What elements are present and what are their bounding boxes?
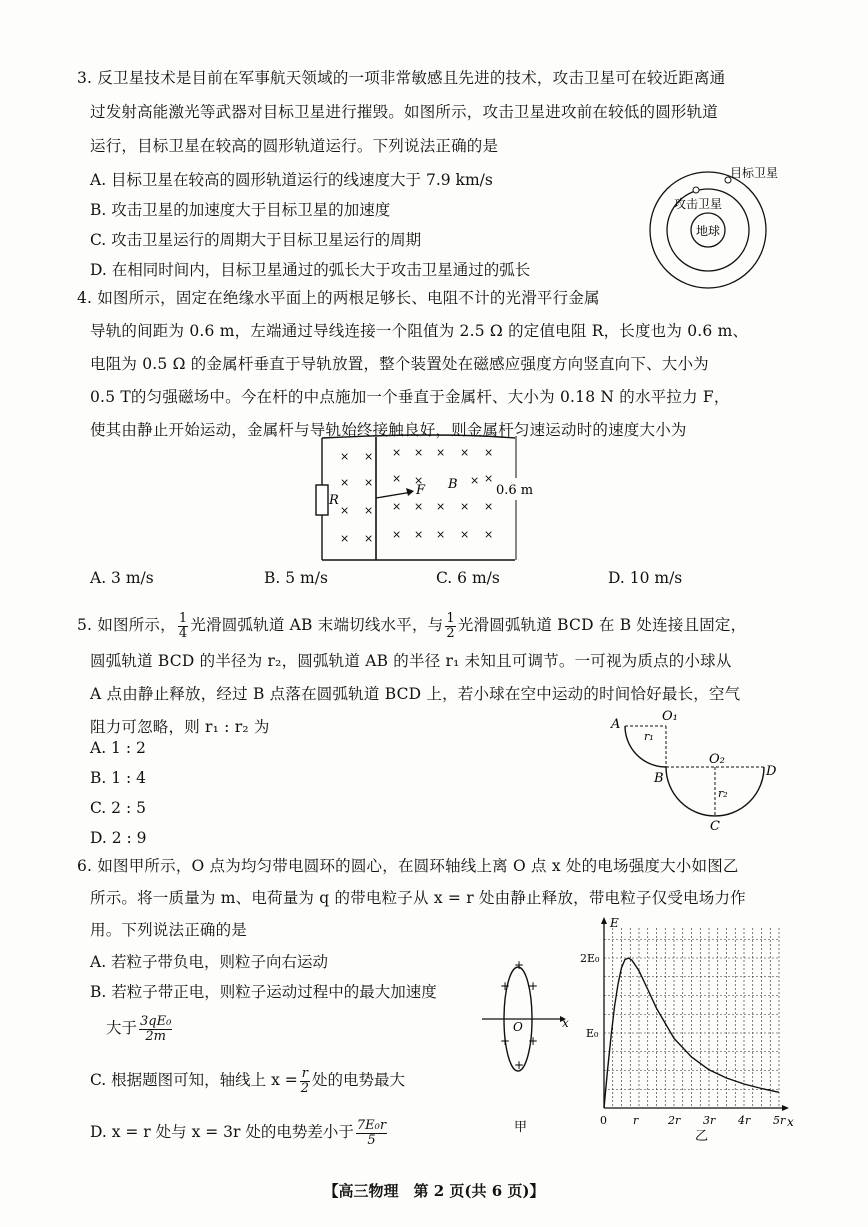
c-fraction xyxy=(300,1067,310,1096)
q5-option-b: B. 1 : 4 xyxy=(90,769,147,787)
quarter-denominator: 4 xyxy=(178,625,188,641)
top-rail xyxy=(322,435,515,438)
q5-stem-line-2: 圆弧轨道 BCD 的半径为 r₂，圆弧轨道 AB 的半径 r₁ 未知且可调节。一可视为质点的小球从 xyxy=(90,652,732,670)
field-cross: × xyxy=(392,528,402,541)
q6-option-a: A. 若粒子带负电，则粒子向右运动 xyxy=(90,953,329,971)
attacker-satellite-label: 攻击卫星 xyxy=(674,197,723,211)
point-o1-label: O₁ xyxy=(662,709,678,724)
field-cross: × xyxy=(484,500,494,513)
plus-sign: + xyxy=(500,1034,511,1048)
d-fraction xyxy=(356,1119,387,1148)
x-axis-label: x xyxy=(787,1115,794,1129)
y-tick-label: 2E₀ xyxy=(580,952,600,965)
field-cross: × xyxy=(392,472,402,485)
point-d-label: D xyxy=(766,764,777,779)
q5-stem-part-2: 光滑圆弧轨道 AB 末端切线水平，与 xyxy=(190,616,444,634)
q6-option-b-line-2 xyxy=(106,1008,174,1048)
q4-option-a: A. 3 m/s xyxy=(90,569,154,587)
earth-label: 地球 xyxy=(696,224,721,238)
attacker-satellite-dot xyxy=(693,187,699,193)
page-footer: 【高三物理 第 2 页(共 6 页)】 xyxy=(323,1182,545,1200)
q4-stem-line-1: 4. 如图所示，固定在绝缘水平面上的两根足够长、电阻不计的光滑平行金属 xyxy=(77,289,600,307)
field-cross: × xyxy=(414,528,424,541)
field-cross: × xyxy=(460,500,470,513)
field-cross: × xyxy=(436,528,446,541)
target-satellite-label: 目标卫星 xyxy=(730,166,779,180)
q4-option-b: B. 5 m/s xyxy=(264,569,328,587)
q3-stem-line-3: 运行，目标卫星在较高的圆形轨道运行。下列说法正确的是 xyxy=(90,137,499,155)
half-denominator: 2 xyxy=(446,625,455,641)
q4-option-c: C. 6 m/s xyxy=(436,569,500,587)
y-tick-label: E₀ xyxy=(586,1027,599,1040)
field-cross: × xyxy=(364,504,374,517)
field-cross: × xyxy=(340,504,350,517)
q6-ring-figure xyxy=(478,955,578,1135)
quarter-fraction xyxy=(178,612,188,641)
q6-option-d-prefix: D. x = r 处与 x = 3r 处的电势差小于 xyxy=(90,1123,354,1141)
plus-sign: + xyxy=(514,958,525,972)
half-fraction xyxy=(445,612,455,641)
c-denominator: 2 xyxy=(300,1080,310,1096)
point-c-label: C xyxy=(710,819,720,834)
c-numerator: r xyxy=(300,1067,310,1082)
field-cross: × xyxy=(340,476,350,489)
q6-stem-line-3: 用。下列说法正确的是 xyxy=(90,921,248,939)
q3-orbit-figure xyxy=(630,160,790,290)
q3-stem-line-1: 3. 反卫星技术是目前在军事航天领域的一项非常敏感且先进的技术，攻击卫星可在较近距离通 xyxy=(77,69,726,87)
y-axis-label: E xyxy=(610,916,619,930)
resistor xyxy=(316,485,328,515)
field-cross: × xyxy=(340,450,350,463)
point-o2-label: O₂ xyxy=(709,752,725,767)
q4-stem-line-4: 0.5 T的匀强磁场中。今在杆的中点施加一个垂直于金属杆、大小为 0.18 N 的水平拉力 F， xyxy=(90,388,730,406)
q5-option-c: C. 2 : 5 xyxy=(90,799,146,817)
q3-option-b: B. 攻击卫星的加速度大于目标卫星的加速度 xyxy=(90,201,391,219)
figure-caption-yi: 乙 xyxy=(695,1129,709,1144)
q3-option-c: C. 攻击卫星运行的周期大于目标卫星运行的周期 xyxy=(90,231,422,249)
q6-e-x-chart xyxy=(570,915,794,1144)
q4-rail-figure xyxy=(310,430,550,565)
b-fraction xyxy=(139,1015,172,1044)
q3-stem-line-2: 过发射高能激光等武器对目标卫星进行摧毁。如图所示，攻击卫星进攻前在较低的圆形轨道 xyxy=(90,103,719,121)
field-cross: × xyxy=(340,532,350,545)
force-arrowhead xyxy=(406,488,414,496)
q6-option-d xyxy=(90,1112,389,1152)
q6-option-c-prefix: C. 根据题图可知，轴线上 x = xyxy=(90,1071,298,1089)
q5-stem-line-4: 阻力可忽略，则 r₁ : r₂ 为 xyxy=(90,718,270,736)
field-cross: × xyxy=(484,446,494,459)
b-denominator: 2m xyxy=(145,1028,166,1044)
q5-stem-part-3: 光滑圆弧轨道 BCD 在 B 处连接且固定， xyxy=(457,616,747,634)
q5-stem-line-3: A 点由静止释放，经过 B 点落在圆弧轨道 BCD 上，若小球在空中运动的时间恰好最长，空气 xyxy=(90,685,741,703)
force-label: F xyxy=(416,483,426,498)
field-cross: × xyxy=(414,500,424,513)
point-a-label: A xyxy=(611,717,621,732)
q5-option-d: D. 2 : 9 xyxy=(90,829,147,847)
force-arrow xyxy=(376,492,412,498)
x-tick-label: 0 xyxy=(600,1114,607,1127)
field-cross: × xyxy=(392,500,402,513)
q4-stem-line-2: 导轨的间距为 0.6 m，左端通过导线连接一个阻值为 2.5 Ω 的定值电阻 R，长度也为 0.6 m、 xyxy=(90,322,749,340)
q5-option-a: A. 1 : 2 xyxy=(90,739,146,757)
width-label: 0.6 m xyxy=(496,483,534,498)
point-b-label: B xyxy=(654,771,664,786)
q6-option-b-line-1: B. 若粒子带正电，则粒子运动过程中的最大加速度 xyxy=(90,983,437,1001)
field-cross: × xyxy=(392,446,402,459)
x-tick-label: 3r xyxy=(703,1114,716,1127)
q4-stem-line-5: 使其由静止开始运动，金属杆与导轨始终接触良好，则金属杆匀速运动时的速度大小为 xyxy=(90,421,687,439)
x-tick-label: 4r xyxy=(738,1114,751,1127)
center-o-label: O xyxy=(513,1020,523,1034)
q6-stem-line-1: 6. 如图甲所示，O 点为均匀带电圆环的圆心，在圆环轴线上离 O 点 x 处的电场强度大小如图乙 xyxy=(77,857,739,875)
field-cross: × xyxy=(460,528,470,541)
q5-stem-line-1 xyxy=(77,605,746,645)
field-cross: × xyxy=(364,450,374,463)
figure-caption-jia: 甲 xyxy=(514,1120,528,1135)
q5-stem-part-1: 5. 如图所示， xyxy=(77,616,176,634)
field-label: B xyxy=(448,477,458,492)
d-numerator: 7E₀r xyxy=(356,1117,387,1133)
x-tick-label: 2r xyxy=(668,1114,681,1127)
axis-x-label: x xyxy=(562,1016,569,1030)
radius-r1-label: r₁ xyxy=(644,730,654,743)
quarter-numerator: 1 xyxy=(178,610,188,626)
field-cross: × xyxy=(470,474,480,487)
resistor-label: R xyxy=(329,493,339,508)
chart-grid xyxy=(604,928,779,1108)
plus-sign: + xyxy=(514,1058,525,1072)
field-cross: × xyxy=(364,476,374,489)
x-tick-label: r xyxy=(633,1114,639,1127)
q3-option-a: A. 目标卫星在较高的圆形轨道运行的线速度大于 7.9 km/s xyxy=(90,171,493,189)
q5-arc-figure xyxy=(600,700,800,840)
q4-option-d: D. 10 m/s xyxy=(608,569,683,587)
half-numerator: 1 xyxy=(446,610,455,626)
q4-stem-line-3: 电阻为 0.5 Ω 的金属杆垂直于导轨放置，整个装置处在磁感应强度方向竖直向下、大小为 xyxy=(90,355,709,373)
q6-stem-line-2: 所示。将一质量为 m、电荷量为 q 的带电粒子从 x = r 处由静止释放，带电粒子仅受电场力作 xyxy=(90,889,746,907)
plus-sign: + xyxy=(500,979,511,993)
field-cross: × xyxy=(484,472,494,485)
field-cross: × xyxy=(364,532,374,545)
plus-sign: + xyxy=(528,1034,539,1048)
q3-option-d: D. 在相同时间内，目标卫星通过的弧长大于攻击卫星通过的弧长 xyxy=(90,261,531,279)
field-cross: × xyxy=(436,500,446,513)
field-cross: × xyxy=(436,446,446,459)
field-cross: × xyxy=(414,474,424,487)
x-axis-arrowhead xyxy=(782,1105,789,1111)
q6-option-c xyxy=(90,1060,405,1100)
field-cross: × xyxy=(484,528,494,541)
q6-option-b-prefix: 大于 xyxy=(106,1019,138,1037)
plus-sign: + xyxy=(528,979,539,993)
b-numerator: 3qE₀ xyxy=(140,1013,172,1029)
y-axis-arrowhead xyxy=(601,917,607,924)
d-denominator: 5 xyxy=(367,1132,376,1148)
radius-r2-label: r₂ xyxy=(718,787,728,800)
q6-option-c-suffix: 处的电势最大 xyxy=(312,1071,406,1089)
x-tick-label: 5r xyxy=(773,1114,786,1127)
field-cross: × xyxy=(460,446,470,459)
field-cross: × xyxy=(414,446,424,459)
